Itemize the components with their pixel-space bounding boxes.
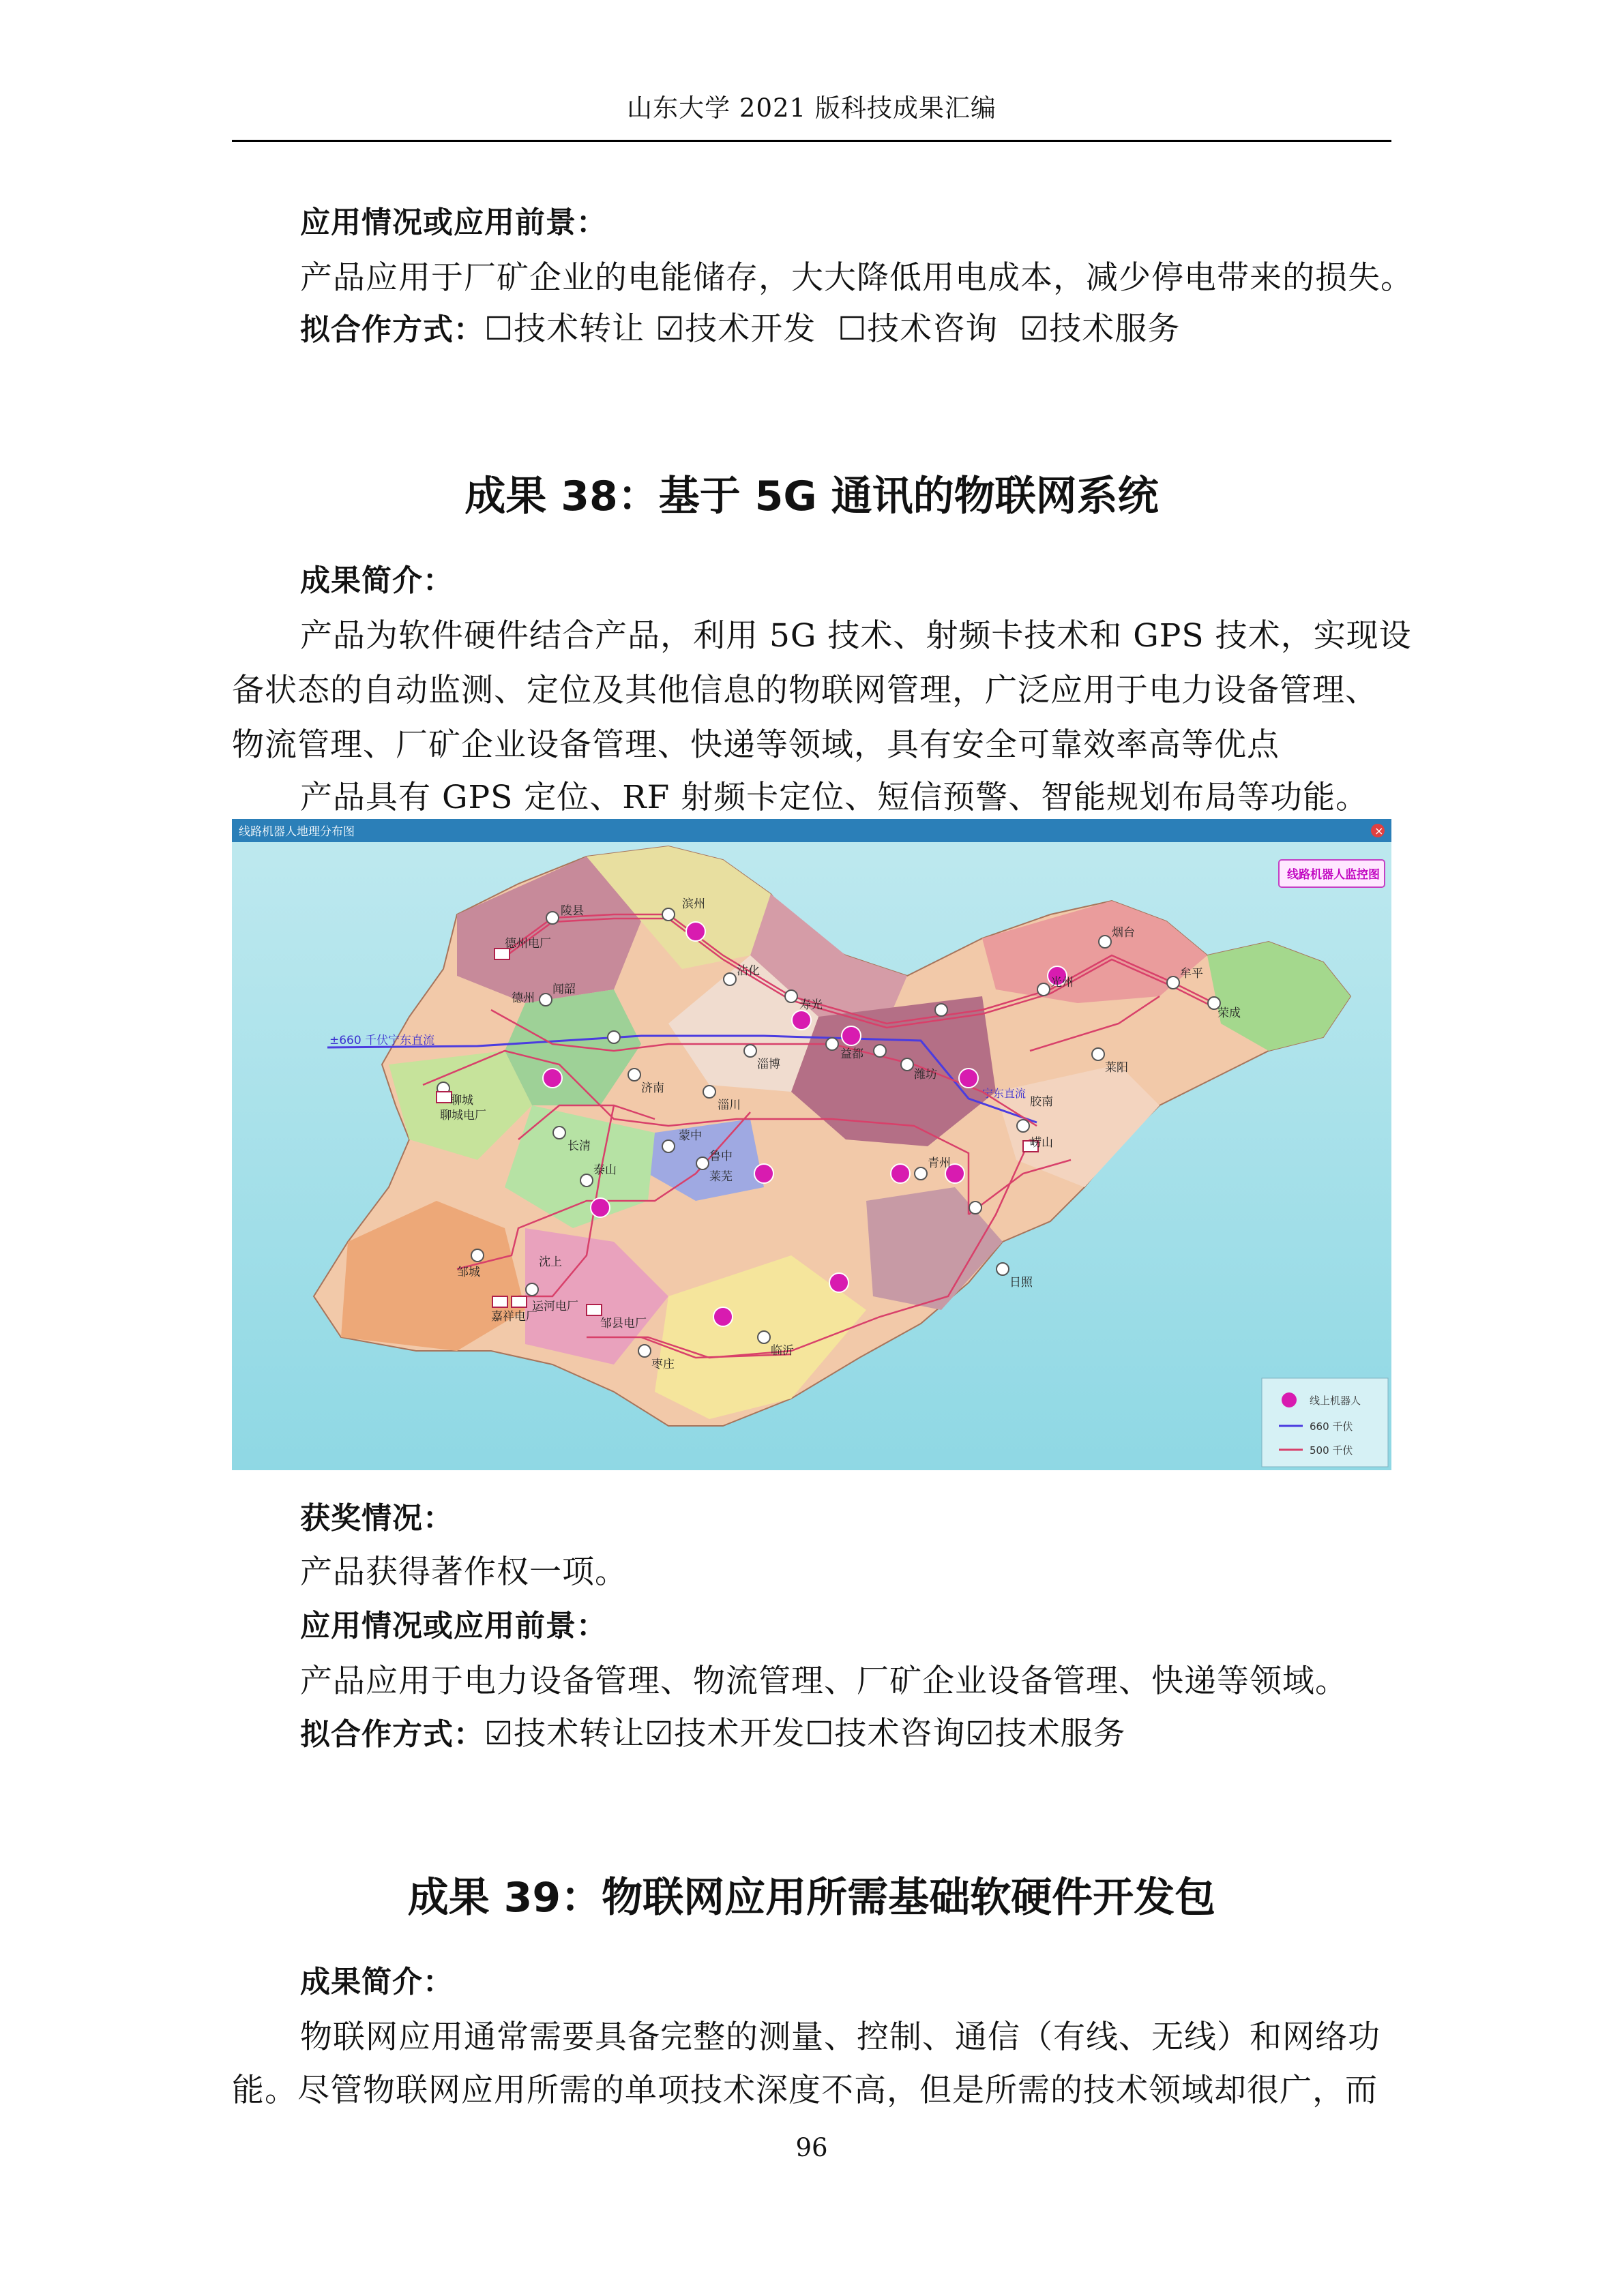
- distribution-map-figure: [232, 819, 1391, 1470]
- running-header: 山东大学 2021 版科技成果汇编: [627, 93, 996, 123]
- city-label: 崂山: [1030, 1136, 1053, 1150]
- close-glyph: ×: [1374, 824, 1384, 837]
- city-label: 泰山: [593, 1163, 617, 1177]
- city-label: 光州: [1050, 976, 1074, 989]
- city-label: 烟台: [1112, 926, 1135, 940]
- window-title: 线路机器人地理分布图: [239, 825, 355, 839]
- city-label: 长清: [567, 1139, 591, 1153]
- city-label: 荣成: [1217, 1007, 1241, 1020]
- city-label: 聊城电厂: [440, 1109, 486, 1122]
- city-label: 沈上: [539, 1255, 562, 1269]
- item38-app-text: 产品应用于电力设备管理、物流管理、厂矿企业设备管理、快递等领域。: [300, 1663, 1348, 1700]
- item38-title: 成果 38：基于 5G 通讯的物联网系统: [464, 473, 1159, 520]
- city-label: 寿光: [799, 998, 823, 1012]
- legend-item: 线上机器人: [1310, 1395, 1361, 1407]
- item38-coop-options: ☑技术转让☑技术开发☐技术咨询☑技术服务: [484, 1715, 1126, 1753]
- city-label: 嘉祥电厂: [491, 1310, 537, 1324]
- item38-intro-line: 备状态的自动监测、定位及其他信息的物联网管理，广泛应用于电力设备管理、: [232, 672, 1378, 709]
- header-rule: [232, 140, 1391, 142]
- city-label: 陵县: [561, 904, 584, 918]
- window-titlebar: [232, 819, 1391, 842]
- city-label: 德州: [512, 992, 535, 1005]
- legend-robot-icon: [1282, 1392, 1297, 1407]
- monitor-button-label: 线路机器人监控图: [1287, 868, 1380, 882]
- city-label: 沾化: [737, 964, 760, 978]
- item39-intro-line: 物联网应用通常需要具备完整的测量、控制、通信（有线、无线）和网络功: [300, 2018, 1381, 2056]
- item38-intro-line: 物流管理、厂矿企业设备管理、快递等领域，具有安全可靠效率高等优点: [232, 726, 1280, 764]
- city-label: 淄川: [718, 1099, 741, 1112]
- city-label: 莱阳: [1105, 1061, 1128, 1075]
- item38-intro-line: 产品为软件硬件结合产品，利用 5G 技术、射频卡技术和 GPS 技术，实现设: [300, 617, 1412, 655]
- prev-coop-label: 拟合作方式：: [300, 312, 484, 347]
- prev-coop-line: [300, 303, 1180, 349]
- city-label: 青州: [928, 1157, 951, 1170]
- city-label: 莱芜: [709, 1170, 733, 1184]
- city-label: 闻韶: [552, 983, 576, 996]
- city-label: 潍坊: [914, 1068, 937, 1082]
- prev-app-heading: 应用情况或应用前景：: [300, 205, 607, 240]
- item38-coop-label: 拟合作方式：: [300, 1717, 484, 1752]
- city-label: 德州电厂: [505, 937, 551, 951]
- legend-item: 660 千伏: [1310, 1420, 1353, 1433]
- city-label: 邹城: [457, 1266, 480, 1279]
- item38-app-heading: 应用情况或应用前景：: [300, 1609, 607, 1643]
- prev-coop-options: ☐技术转让 ☑技术开发 ☐技术咨询 ☑技术服务: [484, 310, 1181, 348]
- city-label: 蒙中: [679, 1129, 702, 1143]
- city-label: 枣庄: [651, 1358, 675, 1371]
- city-label: 益都: [840, 1047, 863, 1061]
- item38-intro-heading: 成果简介：: [300, 563, 454, 598]
- line-dc-label: 宁东直流: [982, 1087, 1027, 1100]
- city-label: 邹县电厂: [600, 1317, 647, 1330]
- item39-title: 成果 39：物联网应用所需基础软硬件开发包: [407, 1874, 1216, 1922]
- city-label: 济南: [641, 1082, 664, 1095]
- item38-award-heading: 获奖情况：: [300, 1501, 454, 1536]
- city-label: 运河电厂: [532, 1300, 578, 1313]
- prev-app-text: 产品应用于厂矿企业的电能储存，大大降低用电成本，减少停电带来的损失。: [300, 259, 1413, 297]
- item39-intro-line: 能。尽管物联网应用所需的单项技术深度不高，但是所需的技术领域却很广，而: [232, 2072, 1378, 2109]
- item38-award-text: 产品获得著作权一项。: [300, 1553, 628, 1591]
- city-label: 聊城: [450, 1094, 473, 1107]
- line-660-label: ±660 千伏宁东直流: [329, 1034, 435, 1047]
- legend-item: 500 千伏: [1310, 1444, 1353, 1457]
- city-label: 牟平: [1180, 967, 1203, 981]
- city-label: 滨州: [682, 897, 705, 911]
- item39-intro-heading: 成果简介：: [300, 1965, 454, 1999]
- item38-coop-line: [300, 1708, 1126, 1754]
- city-label: 日照: [1009, 1276, 1033, 1289]
- item38-intro-line: 产品具有 GPS 定位、RF 射频卡定位、短信预警、智能规划布局等功能。: [300, 779, 1369, 816]
- city-label: 胶南: [1030, 1095, 1053, 1109]
- city-label: 临沂: [771, 1344, 794, 1358]
- page-number: 96: [795, 2133, 828, 2162]
- city-label: 鲁中: [709, 1150, 733, 1163]
- city-label: 淄博: [757, 1058, 780, 1071]
